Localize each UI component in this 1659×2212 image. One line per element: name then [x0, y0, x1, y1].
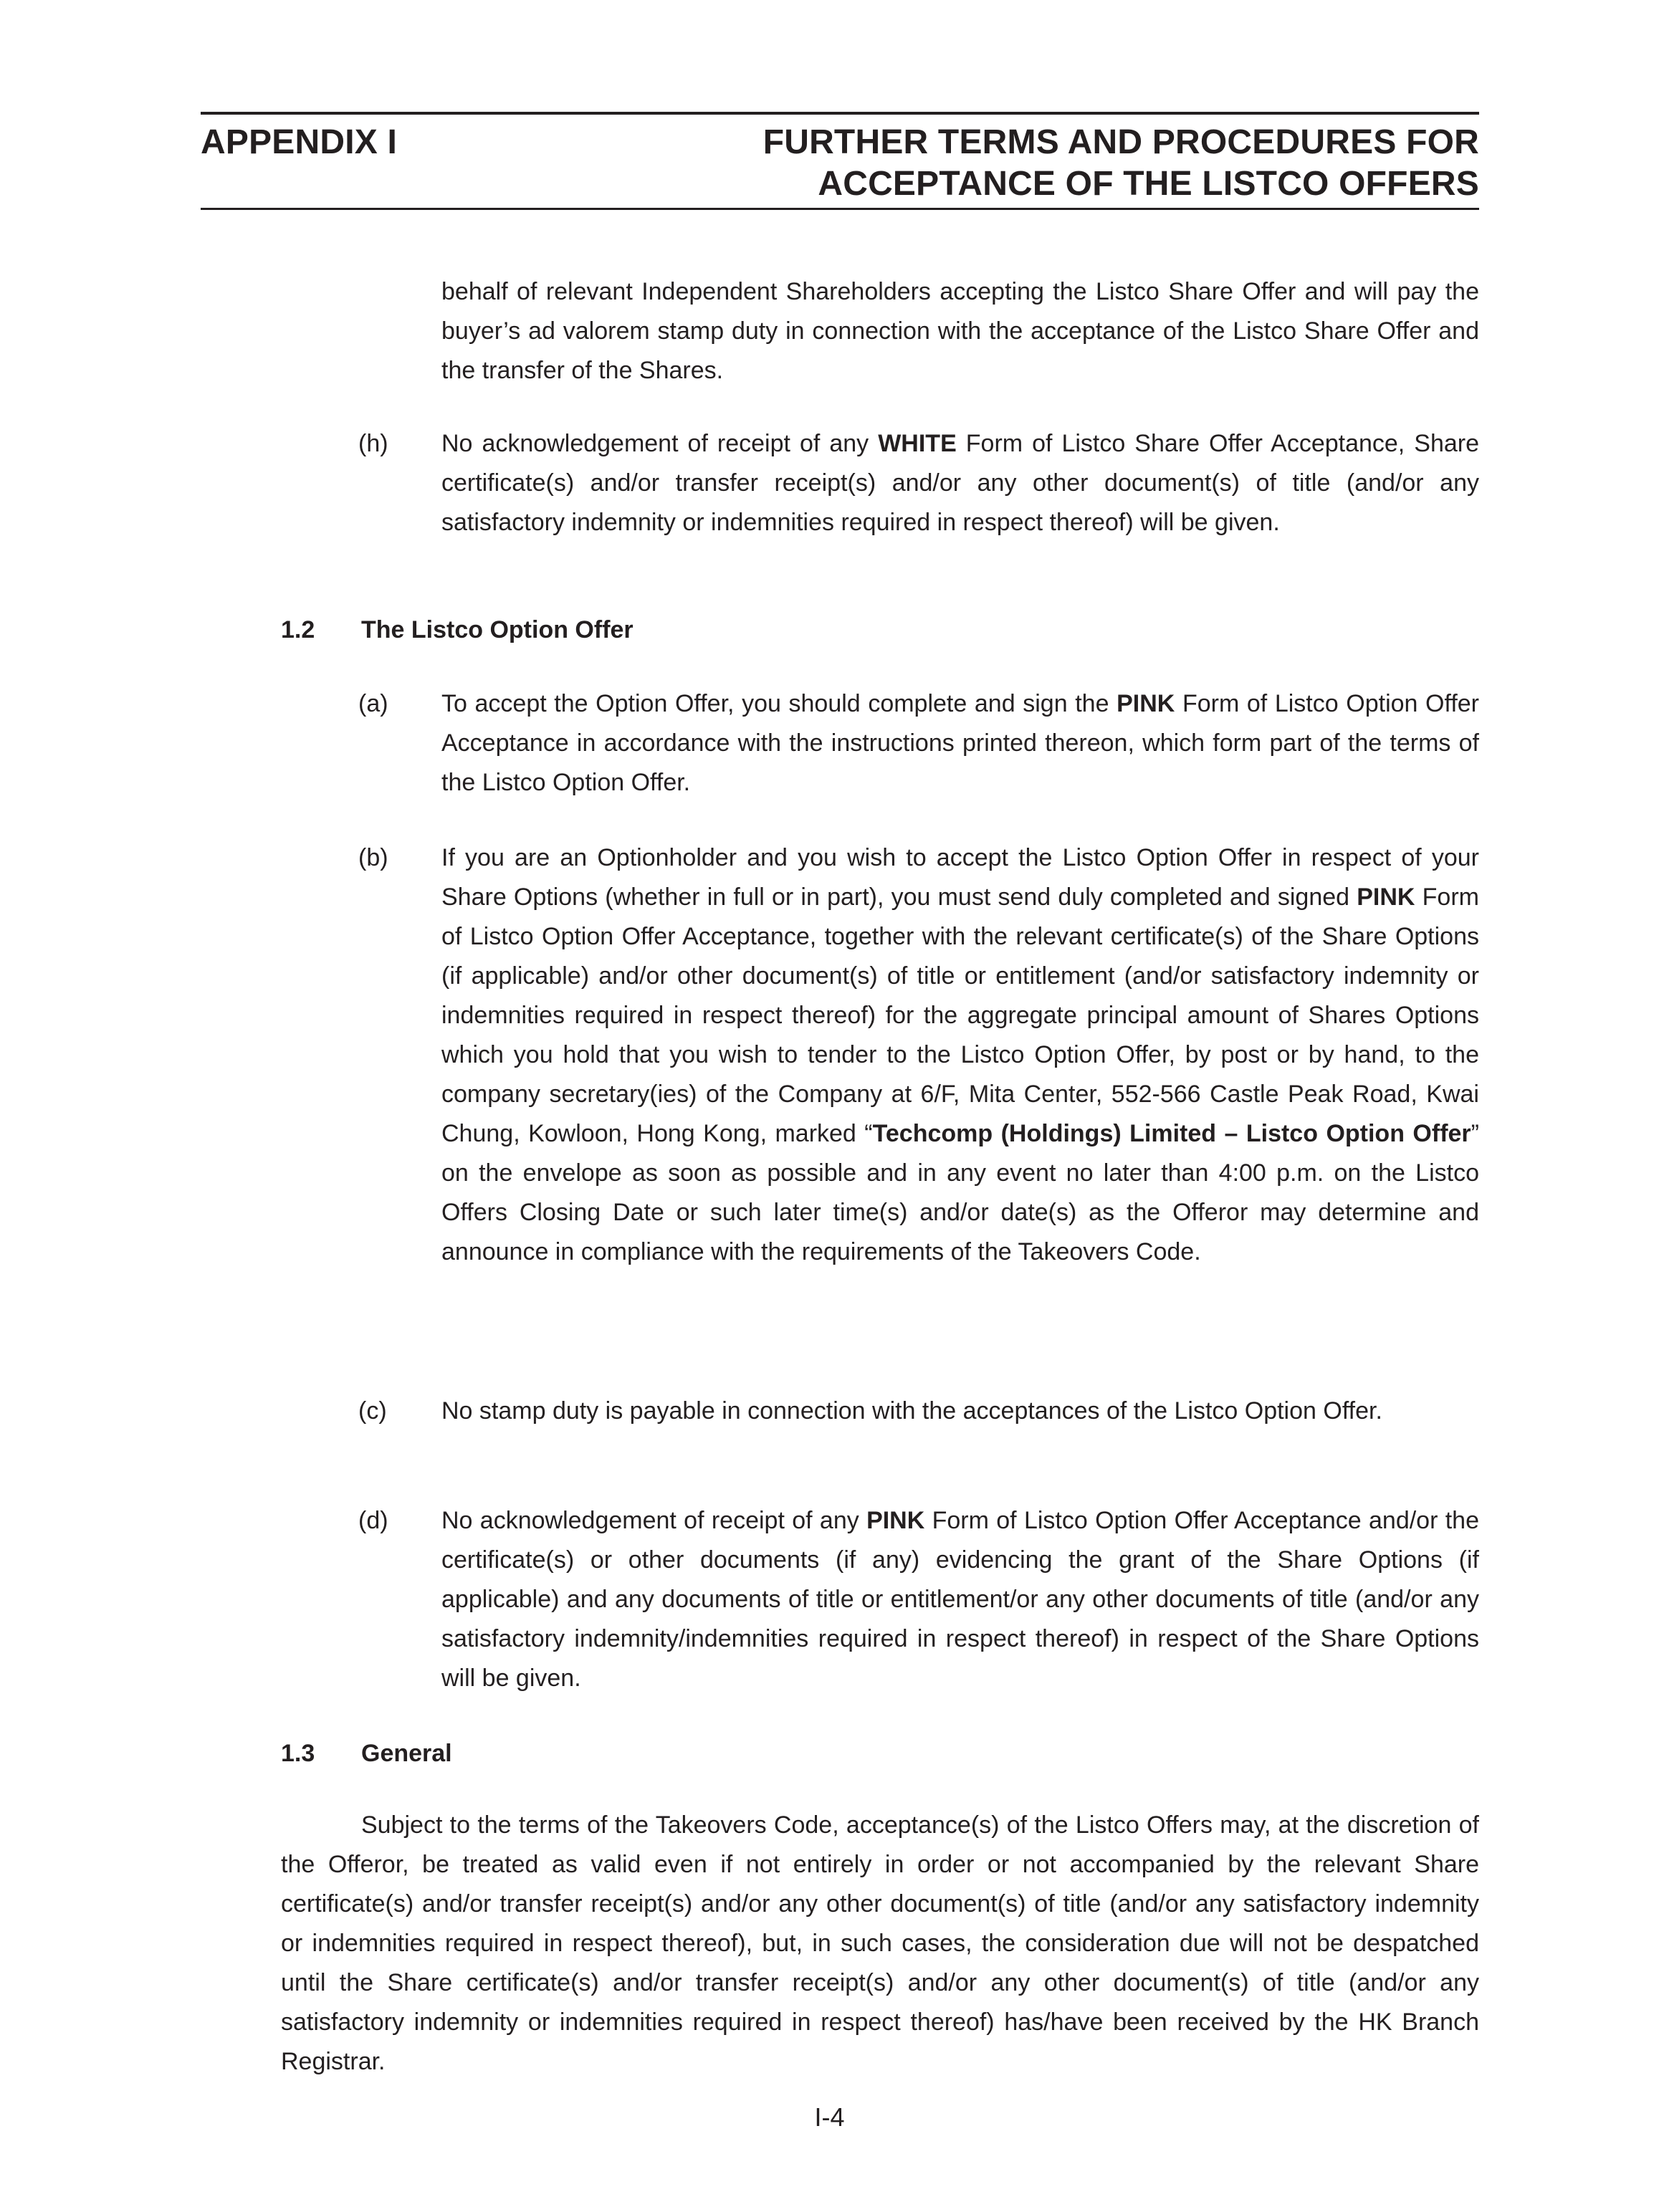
item-h-text-post: Form of Listco Share Offer Acceptance, Share certificate(s) and/or transfer receipt(s) and/or any other document(s) of title (and/or any satisfactory indemnity or indemnities required in respect thereof) will be given. [441, 430, 1480, 536]
item-1-2-b-text-bold-1: PINK [1357, 884, 1415, 911]
item-1-2-b-text-pre: If you are an Optionholder and you wish to accept the Listco Option Offer in respect of your Share Options (whether in full or in part), you must send duly completed and signed [441, 844, 1479, 911]
item-1-2-a-text [441, 684, 1479, 803]
header-bottom-rule [201, 208, 1479, 210]
section-1-3-paragraph: Subject to the terms of the Takeovers Code, acceptance(s) of the Listco Offers may, at the discretion of the Offeror, be treated as valid even if not entirely in order or not accompanied by the relevant Share certificate(s) and/or transfer receipt(s) and/or any other document(s) of title (and/or any satisfactory indemnity or indemnities required in respect thereof), but, in such cases, the consideration due will not be despatched until the Share certificate(s) and/or transfer receipt(s) and/or any other document(s) of title (and/or any satisfactory indemnity or indemnities required in respect thereof) has/have been received by the HK Branch Registrar. [281, 1811, 1479, 2075]
item-1-2-b-text-mid: Form of Listco Option Offer Acceptance, together with the relevant certificate(s) of the Share Options (if applicable) and/or other document(s) of title or entitlement (and/or satisfactory indemnity or indemnities required in respect thereof) for the aggregate principal amount of Shares Options which you hold that you wish to tender to the Listco Option Offer, by post or by hand, to the company secretary(ies) of the Company at 6/F, Mita Center, 552-566 Castle Peak Road, Kwai Chung, Kowloon, Hong Kong, marked “ [441, 884, 1479, 1147]
item-1-2-d-text-pre: No acknowledgement of receipt of any [441, 1507, 867, 1534]
item-h-label: (h) [358, 430, 388, 457]
section-1-2-number: 1.2 [281, 616, 315, 643]
item-1-2-b-text-post: ” on the envelope as soon as possible and in any event no later than 4:00 p.m. on the Listco Offers Closing Date or such later time(s) and/or date(s) as the Offeror may determine and announce in compliance with the requirements of the Takeovers Code. [441, 1120, 1479, 1265]
item-1-2-c-text: No stamp duty is payable in connection with the acceptances of the Listco Option Offer. [441, 1397, 1382, 1425]
item-h-text-bold: WHITE [878, 430, 957, 457]
header-top-rule [201, 112, 1479, 115]
item-1-2-a-text-pre: To accept the Option Offer, you should complete and sign the [441, 690, 1117, 717]
item-1-2-b-text-bold-2: Techcomp (Holdings) Limited – Listco Option Offer [872, 1120, 1471, 1147]
section-1-3-number: 1.3 [281, 1740, 315, 1767]
item-1-2-b-label: (b) [358, 844, 388, 871]
section-1-3-title: General [361, 1740, 452, 1767]
item-h-text [441, 424, 1479, 542]
item-h-text-pre: No acknowledgement of receipt of any [441, 430, 879, 457]
section-1-2-title: The Listco Option Offer [361, 616, 634, 643]
item-1-2-a-label: (a) [358, 690, 388, 717]
item-1-2-d-text-post: Form of Listco Option Offer Acceptance and/or the certificate(s) or other documents (if any) evidencing the grant of the Share Options (if applicable) and any documents of title or entitlement/or any other documents of title (and/or any satisfactory indemnity/indemnities required in respect thereof) in respect of the Share Options will be given. [441, 1507, 1479, 1692]
header-title [763, 122, 1479, 205]
item-1-2-b-text [441, 838, 1479, 1272]
appendix-label: APPENDIX I [201, 123, 398, 161]
item-1-2-a-text-bold: PINK [1117, 690, 1175, 717]
page-number: I-4 [814, 2102, 845, 2132]
item-1-2-c-label: (c) [358, 1397, 387, 1425]
header-title-line-1: FURTHER TERMS AND PROCEDURES FOR [762, 123, 1479, 161]
item-1-2-d-text-bold: PINK [866, 1507, 925, 1534]
item-1-2-d-text [441, 1501, 1479, 1698]
continuation-paragraph: behalf of relevant Independent Shareholders accepting the Listco Share Offer and will pay the buyer’s ad valorem stamp duty in connection with the acceptance of the Listco Share Offer and the transfer of the Shares. [441, 278, 1479, 384]
header-title-line-2: ACCEPTANCE OF THE LISTCO OFFERS [818, 165, 1479, 203]
item-1-2-a-text-post: Form of Listco Option Offer Acceptance in accordance with the instructions printed thereon, which form part of the terms of the Listco Option Offer. [441, 690, 1480, 796]
item-1-2-d-label: (d) [358, 1507, 388, 1534]
